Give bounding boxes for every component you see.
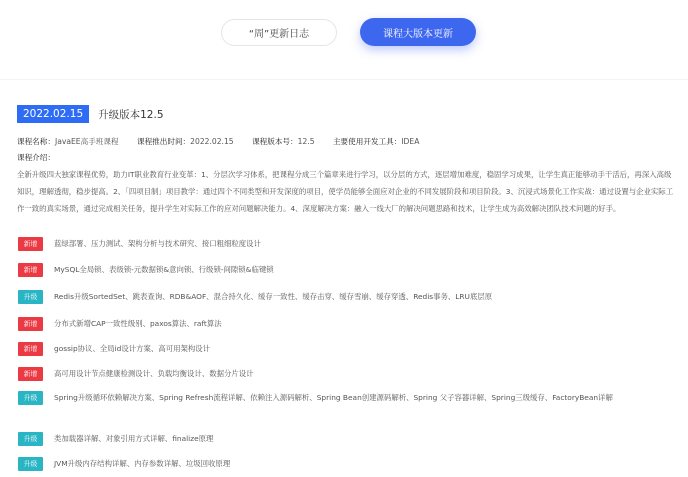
upgrade-badge: 升级 [18,290,43,304]
new-badge: 新增 [18,237,43,251]
list-item [18,263,678,277]
list-item [18,290,678,304]
change-text: JVM升级内存结构详解、内存参数详解、垃圾回收原理 [54,459,231,468]
change-text: MySQL全局锁、表级锁-元数据锁&意向锁、行级锁-间隙锁&临键锁 [54,265,274,274]
version-header [17,105,164,123]
list-item [18,342,678,356]
new-badge: 新增 [18,263,43,277]
new-badge: 新增 [18,342,43,356]
list-item [18,432,678,446]
list-item [18,317,678,331]
list-item [18,367,678,381]
release-date-label: 课程推出时间： [137,137,191,146]
upgrade-badge: 升级 [18,457,43,471]
change-text: 高可用设计节点健康检测设计、负载均衡设计、数据分片设计 [54,369,254,378]
course-intro-text: 全新升级四大独家课程优势，助力IT职业教育行业变革：1、分层次学习体系，把课程分成三个篇章来进行学习，以分层的方式，逐层增加难度，稳固学习成果，让学生真正能够动手干活后，再深入高级知识，理解透彻，稳步提高。2、「四项目制」项目教学：通过四个不同类型和开发深度的项目，使学员能够全面应对企业的不同发展阶段和项目阶段。3、沉浸式场景化工作实战：通过设置与企业实际工作一致的真实场景，通过完成相关任务，提升学生对实际工作的应对问题解决能力。4、深度解决方案：融入一线大厂的解决问题思路和技术，让学生成为高效解决团队技术问题的好手。 [17,170,674,213]
change-text: 类加载器详解、对象引用方式详解、finalize原理 [54,434,214,443]
tab-major-version-update[interactable]: 课程大版本更新 [360,18,476,46]
tab-weekly-changelog[interactable]: “周”更新日志 [221,19,337,46]
list-item [18,237,678,251]
course-info-row [17,136,435,147]
change-text: gossip协议、全局id设计方案、高可用架构设计 [54,344,211,353]
dev-tool-label: 主要使用开发工具： [332,137,402,146]
version-number-value: 12.5 [297,137,315,146]
upgrade-badge: 升级 [18,432,43,446]
change-text: 分布式新增CAP一致性级别、paxos算法、raft算法 [54,319,222,328]
course-name-label: 课程名称： [17,137,55,146]
version-number-label: 课程版本号： [252,137,298,146]
upgrade-badge: 升级 [18,391,43,405]
change-text: 蓝绿部署、压力测试、架构分析与技术研究、接口粗细粒度设计 [54,239,261,248]
version-date-tag: 2022.02.15 [17,105,89,123]
list-item [18,457,678,471]
version-title: 升级版本12.5 [98,108,164,121]
change-text: Spring升级循环依赖解决方案、Spring Refresh流程详解、依赖注入源码解析、Spring Bean创建源码解析、Spring 父子容器详解、Spring三级缓存、FactoryBean详解 [54,393,613,402]
dev-tool-value: IDEA [401,137,420,146]
course-intro-label: 课程介绍： [17,153,55,162]
new-badge: 新增 [18,367,43,381]
list-item [18,391,678,406]
course-name-value: JavaEE高手班课程 [54,137,119,146]
new-badge: 新增 [18,317,43,331]
release-date-value: 2022.02.15 [190,137,234,146]
update-tab-bar [0,0,688,70]
section-divider [0,79,688,80]
change-text: Redis升级SortedSet、跳表查询、RDB&AOF、混合持久化、缓存一致性、缓存击穿、缓存雪崩、缓存穿透、Redis事务、LRU底层原 [54,292,493,301]
